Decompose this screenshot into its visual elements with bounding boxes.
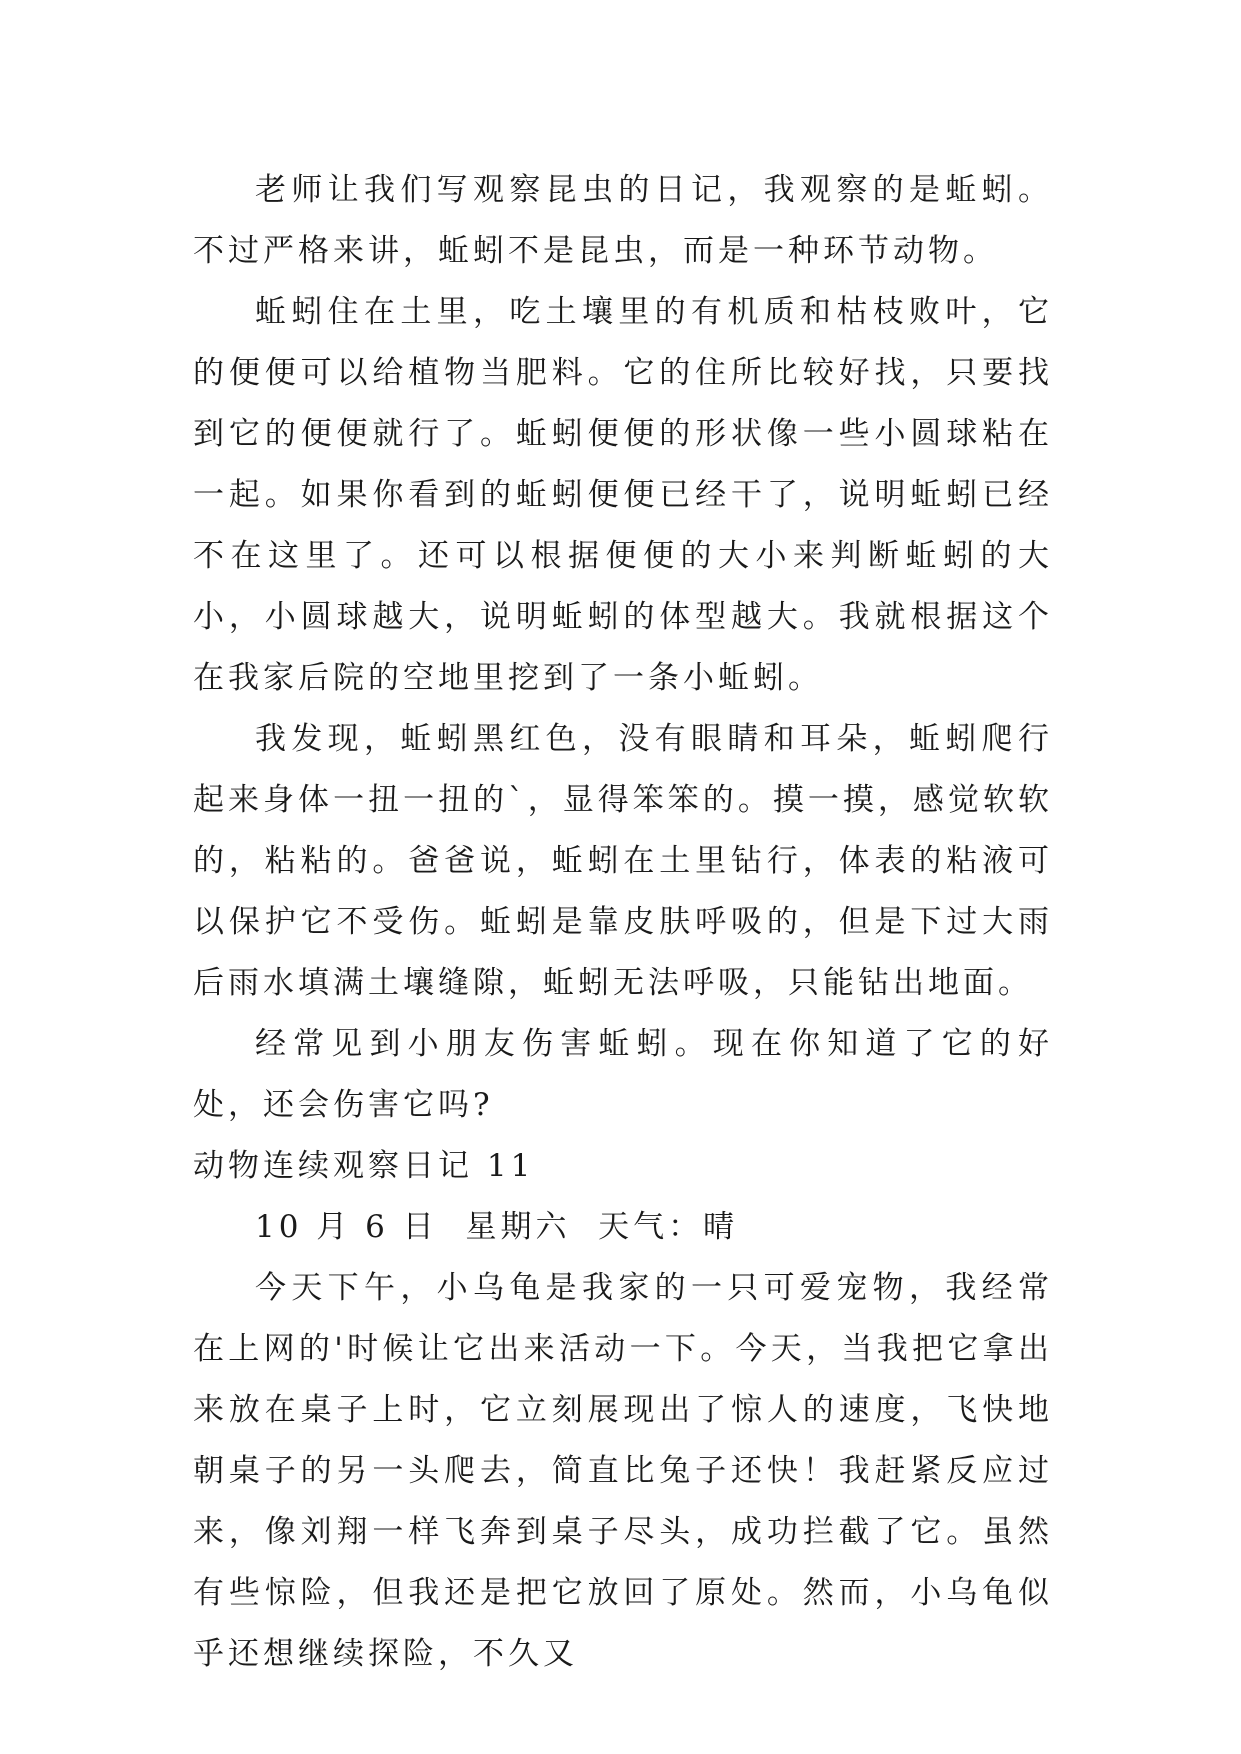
date-line: 10 月 6 日 星期六 天气：晴 [255,1209,739,1245]
paragraph-turtle: 今天下午，小乌龟是我家的一只可爱宠物，我经常在上网的'时候让它出来活动一下。今天，当我把它拿出来放在桌子上时，它立刻展现出了惊人的速度，飞快地朝桌子的另一头爬去，简直比兔子还快！我赶紧反应过来，像刘翔一样飞奔到桌子尽头，成功拦截了它。虽然有些惊险，但我还是把它放回了原处。然而，小乌龟似乎还想继续探险，不久又 [193,1270,1053,1672]
paragraph-intro: 老师让我们写观察昆虫的日记，我观察的是蚯蚓。不过严格来讲，蚯蚓不是昆虫，而是一种环节动物。 [193,172,1053,269]
paragraph-habitat: 蚯蚓住在土里，吃土壤里的有机质和枯枝败叶，它的便便可以给植物当肥料。它的住所比较好找，只要找到它的便便就行了。蚯蚓便便的形状像一些小圆球粘在一起。如果你看到的蚯蚓便便已经干了，说明蚯蚓已经不在这里了。还可以根据便便的大小来判断蚯蚓的大小，小圆球越大，说明蚯蚓的体型越大。我就根据这个在我家后院的空地里挖到了一条小蚯蚓。 [193,294,1053,696]
paragraph-appearance: 我发现，蚯蚓黑红色，没有眼睛和耳朵，蚯蚓爬行起来身体一扭一扭的`，显得笨笨的。摸一摸，感觉软软的，粘粘的。爸爸说，蚯蚓在土里钻行，体表的粘液可以保护它不受伤。蚯蚓是靠皮肤呼吸的，但是下过大雨后雨水填满土壤缝隙，蚯蚓无法呼吸，只能钻出地面。 [193,721,1053,1001]
document-body [193,160,1053,1685]
section-title: 动物连续观察日记 11 [193,1148,535,1184]
paragraph-conclusion: 经常见到小朋友伤害蚯蚓。现在你知道了它的好处，还会伤害它吗? [193,1026,1053,1123]
